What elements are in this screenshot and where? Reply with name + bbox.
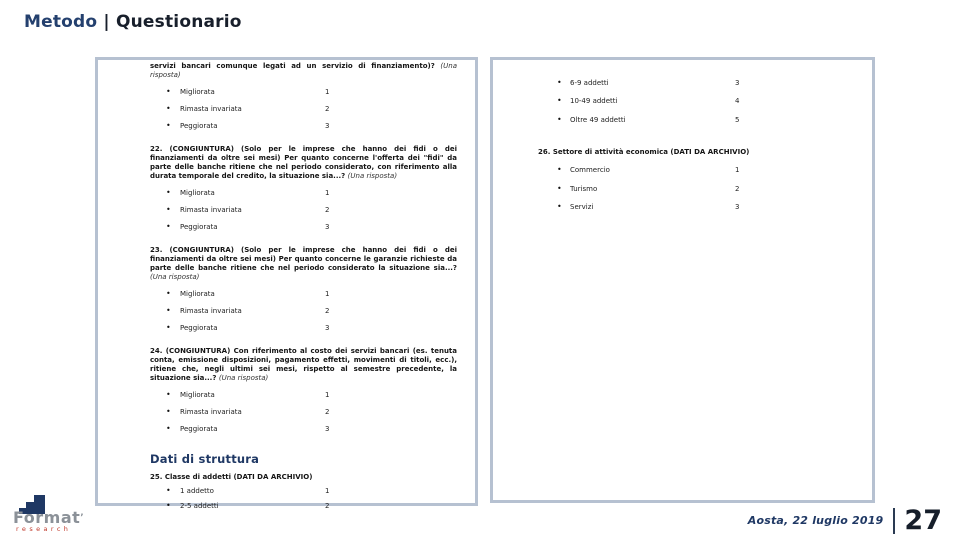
option-code: 4 — [735, 97, 740, 105]
question-26 — [538, 148, 832, 213]
option-label: Rimasta invariata — [180, 307, 242, 315]
title-separator: | — [97, 12, 116, 32]
question-25-heading: 25. Classe di addetti (DATI DA ARCHIVIO) — [150, 473, 313, 481]
bullet-icon: • — [166, 390, 171, 399]
option-row — [150, 88, 457, 97]
option-label: Peggiorata — [180, 122, 218, 130]
option-label: 10-49 addetti — [570, 97, 618, 105]
option-code: 1 — [735, 166, 740, 174]
bullet-icon: • — [166, 424, 171, 433]
page-number: 27 — [904, 505, 942, 536]
option-row — [150, 307, 457, 316]
bullet-icon: • — [557, 77, 562, 87]
option-code: 1 — [325, 290, 330, 298]
title-metodo: Metodo — [24, 12, 98, 32]
logo-text: Format — [13, 508, 81, 527]
option-code: 2 — [325, 307, 330, 315]
bullet-icon: • — [557, 165, 562, 174]
option-code: 3 — [325, 324, 330, 332]
question-23 — [150, 246, 457, 333]
question-24 — [150, 347, 457, 434]
footer-right — [748, 507, 942, 534]
option-row — [150, 206, 457, 215]
option-code: 2 — [735, 184, 740, 193]
option-row — [538, 166, 832, 175]
option-row — [150, 290, 457, 299]
option-label: Peggiorata — [180, 223, 218, 231]
question-note: (Una risposta) — [218, 374, 269, 382]
option-row — [538, 203, 832, 212]
option-label: 2-5 addetti — [180, 502, 219, 510]
option-label: Migliorata — [180, 290, 215, 298]
bullet-icon: • — [166, 289, 171, 298]
bullet-icon: • — [557, 183, 562, 193]
question-main-text: 24. (CONGIUNTURA) Con riferimento al costo dei servizi bancari (es. tenuta conta, emissione disposizioni, pagamento effetti, movimenti di titoli, ecc.), ritiene che, negli ultimi sei mesi, rispetto al semestre precedente, la situazione sia...? — [150, 347, 457, 382]
option-label: 6-9 addetti — [570, 78, 609, 87]
option-row — [150, 425, 457, 434]
option-row — [538, 185, 832, 194]
question-text — [150, 347, 457, 383]
section-heading-dati-di-struttura: Dati di struttura — [150, 452, 260, 466]
question-text — [150, 246, 457, 282]
option-label: Rimasta invariata — [180, 105, 242, 113]
option-code: 2 — [325, 105, 330, 113]
option-code: 1 — [325, 487, 330, 495]
question-main-text: 23. (CONGIUNTURA) (Solo per le imprese che hanno dei fidi o dei finanziamenti da oltre sei mesi) Per quanto concerne le garanzie richieste da parte delle banche ritiene che nel periodo considerato la situazione sia...? — [150, 246, 457, 272]
question-21-continuation — [150, 62, 457, 80]
option-code: 2 — [325, 408, 330, 416]
bullet-icon: • — [166, 501, 171, 510]
question-26-heading: 26. Settore di attività economica (DATI DA ARCHIVIO) — [538, 147, 750, 156]
option-row — [538, 79, 832, 88]
format-research-logo — [13, 495, 103, 533]
option-row — [538, 97, 832, 106]
option-label: Peggiorata — [180, 425, 218, 433]
question-text: servizi bancari comunque legati ad un servizio di finanziamento)? — [150, 62, 435, 70]
bullet-icon: • — [166, 121, 171, 130]
logo-tick-icon: ’ — [80, 513, 85, 523]
option-row — [150, 223, 457, 232]
bullet-icon: • — [166, 306, 171, 315]
bullet-icon: • — [166, 104, 171, 113]
option-label: Migliorata — [180, 88, 215, 96]
option-code: 3 — [325, 223, 330, 231]
bullet-icon: • — [166, 407, 171, 416]
option-code: 1 — [325, 189, 330, 197]
footer-divider — [893, 508, 895, 534]
option-row — [150, 122, 457, 131]
question-note: (Una risposta) — [150, 273, 200, 281]
option-row — [150, 502, 457, 511]
option-label: Servizi — [570, 203, 594, 211]
questionnaire-page-right — [490, 57, 875, 503]
bullet-icon: • — [166, 486, 171, 495]
bullet-icon: • — [557, 114, 562, 124]
bullet-icon: • — [557, 202, 562, 211]
option-row — [150, 408, 457, 417]
option-code: 1 — [325, 391, 330, 399]
bullet-icon: • — [557, 96, 562, 105]
option-code: 5 — [735, 115, 740, 124]
bullet-icon: • — [166, 188, 171, 197]
option-code: 2 — [325, 502, 330, 510]
option-code: 3 — [735, 78, 740, 87]
option-code: 3 — [325, 425, 330, 433]
option-row — [150, 324, 457, 333]
question-note: (Una risposta) — [150, 62, 457, 79]
bullet-icon: • — [166, 205, 171, 214]
option-code: 3 — [325, 122, 330, 130]
option-label: Rimasta invariata — [180, 408, 242, 416]
page-title — [24, 12, 242, 32]
question-22 — [150, 145, 457, 232]
logo-subtitle: research — [16, 525, 72, 533]
question-note: (Una risposta) — [347, 172, 398, 180]
option-row — [150, 189, 457, 198]
option-label: Oltre 49 addetti — [570, 115, 626, 124]
bullet-icon: • — [166, 222, 171, 231]
logo-wordmark — [13, 510, 103, 526]
option-label: Migliorata — [180, 189, 215, 197]
bullet-icon: • — [166, 323, 171, 332]
option-label: Rimasta invariata — [180, 206, 242, 214]
option-row — [150, 391, 457, 400]
footer-date: Aosta, 22 luglio 2019 — [747, 514, 884, 527]
option-row — [150, 105, 457, 114]
option-code: 1 — [325, 88, 330, 96]
questionnaire-page-left — [95, 57, 478, 510]
option-label: Turismo — [570, 184, 598, 193]
question-text — [150, 145, 457, 181]
option-code: 2 — [325, 206, 330, 214]
option-label: Commercio — [570, 166, 610, 174]
bullet-icon: • — [166, 87, 171, 96]
option-label: Migliorata — [180, 391, 215, 399]
question-main-text: 22. (CONGIUNTURA) (Solo per le imprese che hanno dei fidi o dei finanziamenti da oltre sei mesi) Per quanto concerne l'offerta dei "fidi" da parte delle banche ritiene che nel periodo considerato, con riferimento alla durata temporale del credito, la situazione sia...? — [150, 145, 457, 180]
title-questionario: Questionario — [115, 12, 242, 32]
option-row — [150, 487, 457, 496]
option-row — [538, 116, 832, 125]
option-label: Peggiorata — [180, 324, 218, 332]
option-label: 1 addetto — [180, 487, 214, 495]
option-code: 3 — [735, 203, 740, 211]
